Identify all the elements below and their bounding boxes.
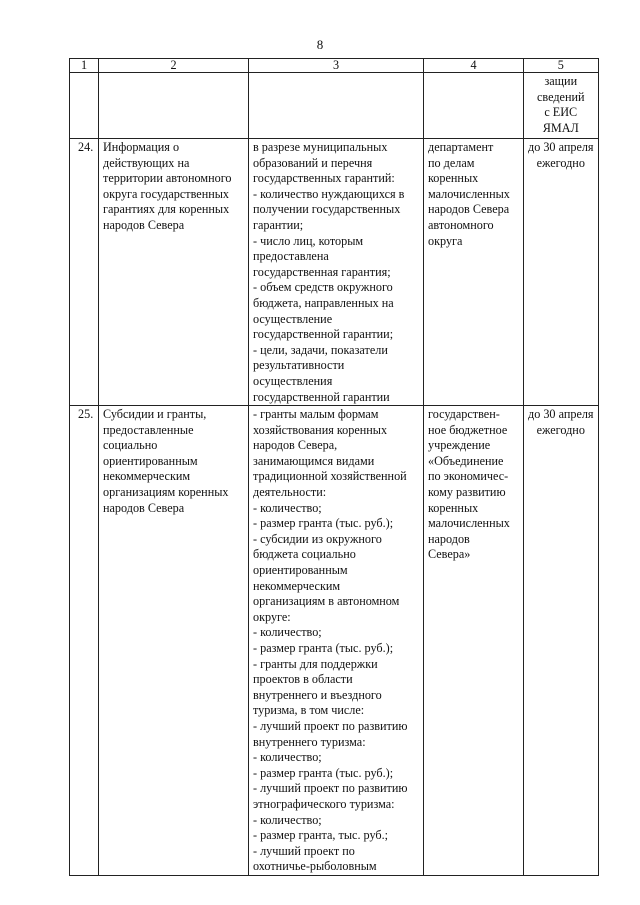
text-line: организациям коренных	[103, 485, 229, 500]
text-line: ориентированным	[253, 563, 348, 578]
row-number: 24.	[70, 139, 99, 406]
text-line: - лучший проект по развитию	[253, 781, 408, 796]
text-line: сведений	[537, 89, 585, 104]
text-line: образований и перечня	[253, 155, 373, 170]
text-line: округа государственных	[103, 186, 230, 201]
text-line: защии	[544, 74, 578, 88]
text-line: территории автономного	[103, 171, 232, 186]
text-line: округе:	[253, 609, 291, 624]
text-line: по экономичес-	[428, 469, 509, 484]
text-line: - число лиц, которым	[253, 233, 364, 248]
text-line: в разрезе муниципальных	[253, 140, 388, 154]
text-line: - лучший проект по	[253, 843, 355, 858]
table-row-24	[70, 139, 599, 406]
text-line: - количество;	[253, 625, 322, 640]
text-line: - гранты для поддержки	[253, 656, 378, 671]
text-line: осуществление	[253, 311, 333, 326]
cell-name	[99, 139, 249, 406]
text-line: предоставлена	[253, 249, 329, 264]
text-line: этнографического туризма:	[253, 796, 395, 811]
text-line: - субсидии из окружного	[253, 531, 382, 546]
cell-deadline	[524, 139, 599, 406]
text-line: - количество;	[253, 750, 322, 765]
cell-responsible	[424, 73, 524, 139]
table-header-row	[70, 59, 599, 73]
cell-details	[249, 139, 424, 406]
text-line: проектов в области	[253, 672, 353, 687]
text-line: организациям в автономном	[253, 594, 400, 609]
text-line: Севера»	[428, 547, 471, 562]
text-line: некоммерческим	[253, 578, 341, 593]
text-line: бюджета, направленных на	[253, 295, 394, 310]
text-line: Информация о	[103, 140, 180, 154]
text-line: Субсидии и гранты,	[103, 407, 207, 422]
text-line: народов Севера	[103, 500, 185, 515]
text-line: бюджета социально	[253, 547, 356, 562]
text-line: до 30 апреля	[528, 407, 594, 422]
text-line: государственной гарантии;	[253, 327, 394, 342]
text-line: кому развитию	[428, 485, 506, 500]
text-line: государственная гарантия;	[253, 264, 391, 279]
column-number-5: 5	[524, 59, 599, 73]
text-line: хозяйствования коренных	[253, 422, 388, 437]
text-line: - цели, задачи, показатели	[253, 342, 388, 357]
cell-responsible	[424, 139, 524, 406]
text-line: коренных	[428, 171, 479, 186]
cell-number	[70, 73, 99, 139]
text-line: государствен-	[428, 407, 500, 422]
text-line: государственной гарантии	[253, 389, 390, 404]
text-line: социально	[103, 438, 158, 453]
text-line: получении государственных	[253, 202, 401, 217]
page-number: 8	[316, 37, 324, 52]
text-line: внутреннего туризма:	[253, 734, 366, 749]
text-line: внутреннего и въездного	[253, 687, 382, 702]
column-number-1: 1	[70, 59, 99, 73]
text-line: народов Севера	[103, 217, 185, 232]
text-line: ЯМАЛ	[542, 120, 579, 135]
cell-responsible	[424, 406, 524, 876]
text-line: коренных	[428, 500, 479, 515]
text-line: - размер гранта (тыс. руб.);	[253, 765, 394, 780]
text-line: округа	[428, 233, 463, 248]
column-number-4: 4	[424, 59, 524, 73]
text-line: деятельности:	[253, 485, 327, 500]
text-line: ежегодно	[536, 422, 585, 437]
cell-deadline	[524, 406, 599, 876]
text-line: - лучший проект по развитию	[253, 718, 408, 733]
text-line: занимающимся видами	[253, 453, 375, 468]
text-line: малочисленных	[428, 516, 510, 531]
report-table	[69, 58, 599, 876]
text-line: государственных гарантий:	[253, 171, 395, 186]
text-line: - гранты малым формам	[253, 407, 379, 422]
text-line: до 30 апреля	[528, 140, 594, 154]
text-line: - количество;	[253, 500, 322, 515]
text-line: народов Севера,	[253, 438, 338, 453]
text-line: - объем средств окружного	[253, 280, 393, 295]
text-line: - размер гранта (тыс. руб.);	[253, 516, 394, 531]
text-line: ориентированным	[103, 453, 198, 468]
text-line: малочисленных	[428, 186, 510, 201]
text-line: результативности	[253, 358, 345, 373]
text-line: осуществления	[253, 373, 333, 388]
text-line: с ЕИС	[544, 105, 578, 120]
text-line: - размер гранта (тыс. руб.);	[253, 641, 394, 655]
text-line: учреждение	[428, 438, 491, 453]
table-row-25	[70, 406, 599, 876]
column-number-2: 2	[99, 59, 249, 73]
table-row-continuation	[70, 73, 599, 139]
text-line: некоммерческим	[103, 469, 191, 484]
text-line: - количество нуждающихся в	[253, 186, 405, 201]
text-line: действующих на	[103, 155, 190, 170]
text-line: предоставленные	[103, 422, 194, 437]
text-line: - размер гранта, тыс. руб.;	[253, 828, 389, 843]
text-line: «Объединение	[428, 453, 504, 468]
text-line: по делам	[428, 155, 475, 170]
text-line: охотничье-рыболовным	[253, 859, 377, 874]
text-line: традиционной хозяйственной	[253, 469, 407, 484]
text-line: ежегодно	[536, 155, 585, 170]
text-line: - количество;	[253, 812, 322, 827]
text-line: ное бюджетное	[428, 422, 508, 437]
column-number-3: 3	[249, 59, 424, 73]
text-line: автономного	[428, 217, 494, 232]
text-line: департамент	[428, 140, 494, 154]
text-line: гарантии;	[253, 217, 304, 232]
text-line: народов	[428, 531, 470, 546]
row-number: 25.	[70, 406, 99, 876]
text-line: народов Севера	[428, 202, 510, 217]
cell-name	[99, 73, 249, 139]
text-line: туризма, в том числе:	[253, 703, 365, 718]
cell-details	[249, 406, 424, 876]
cell-details	[249, 73, 424, 139]
text-line: гарантиях для коренных	[103, 202, 230, 217]
cell-name	[99, 406, 249, 876]
cell-deadline	[524, 73, 599, 139]
